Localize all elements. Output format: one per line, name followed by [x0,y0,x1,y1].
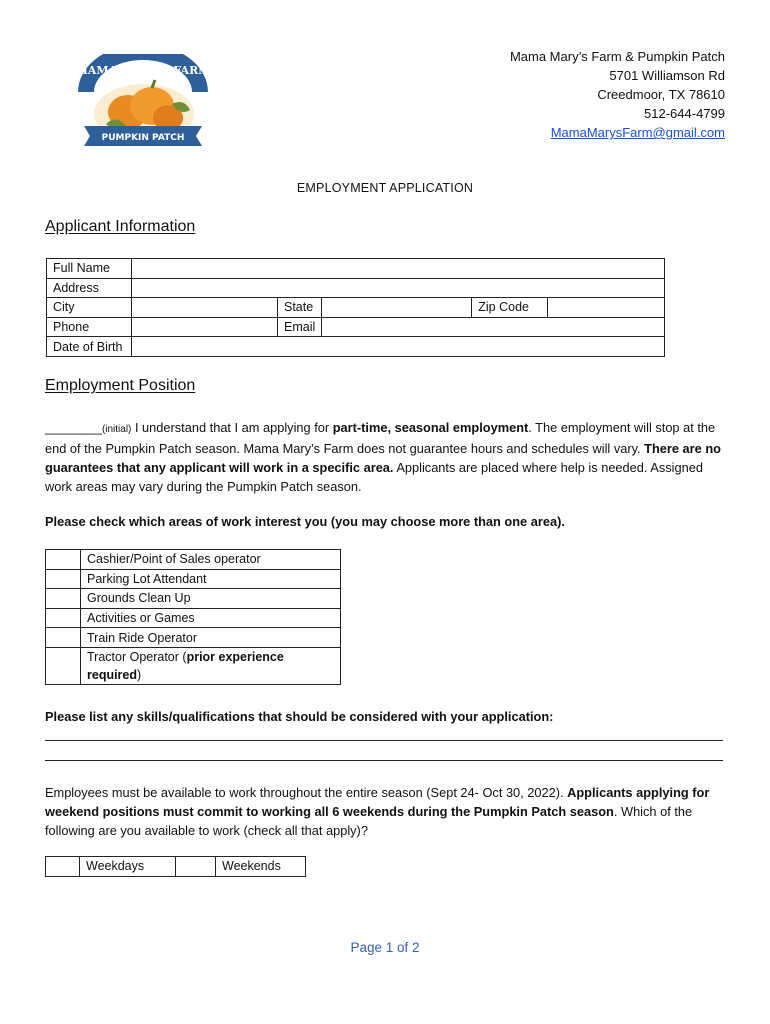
phone-label: Phone [47,317,132,337]
email-link[interactable]: MamaMarysFarm@gmail.com [550,125,725,140]
check-areas-prompt: Please check which areas of work interest you (you may choose more than one area). [45,514,565,529]
farm-logo [76,54,210,154]
weekdays-checkbox[interactable] [46,857,80,877]
skills-prompt: Please list any skills/qualifications that should be considered with your application: [45,709,554,724]
document-title: EMPLOYMENT APPLICATION [296,181,474,195]
employment-paragraph: ________(initial) I understand that I am applying for part-time, seasonal employment. The employment will stop at the end of the Pumpkin Patch season. Mama Mary’s Farm does not guarantee hours and schedules will vary. There are no guarantees that any applicant will work in a specific area. Applicants are placed where help is needed. Assigned work areas may vary during the Pumpkin Patch season. [45,420,721,494]
area-checkbox[interactable] [46,647,81,684]
applicant-info-heading: Applicant Information [45,218,196,235]
state-label: State [278,298,322,318]
availability-paragraph: Employees must be available to work throughout the entire season (Sept 24- Oct 30, 2022). Applicants applying for weekend positions must commit to working all 6 weekends during the Pumpkin Patch season. Which of the following are you available to work (check all that apply)? [45,785,710,838]
area-label: Grounds Clean Up [81,589,341,609]
email-field[interactable] [322,317,665,337]
logo-top-text: MAMA MARY'S FARM [76,64,210,77]
area-label: Train Ride Operator [81,628,341,648]
area-checkbox[interactable] [46,569,81,589]
email-label: Email [278,317,322,337]
area-checkbox[interactable] [46,628,81,648]
skills-line-1[interactable] [45,722,723,741]
address-label: Address [47,278,132,298]
area-label: Activities or Games [81,608,341,628]
work-areas-table [45,549,341,685]
full-name-label: Full Name [47,259,132,279]
page-number: Page 1 of 2 [350,940,420,955]
city-label: City [47,298,132,318]
full-name-field[interactable] [132,259,665,279]
farm-phone: 512-644-4799 [644,106,725,121]
area-row [46,628,341,648]
weekends-checkbox[interactable] [176,857,216,877]
area-row [46,647,341,684]
initial-label: (initial) [101,424,132,435]
zip-label: Zip Code [472,298,548,318]
city-field[interactable] [132,298,278,318]
area-label-tractor: Tractor Operator (prior experience required) [81,647,341,684]
area-label: Cashier/Point of Sales operator [81,550,341,570]
employment-heading: Employment Position [45,377,196,394]
farm-address: 5701 Williamson Rd [609,68,725,83]
logo-banner-text: PUMPKIN PATCH [101,133,185,143]
dob-field[interactable] [132,337,665,357]
applicant-info-table [46,258,665,357]
area-checkbox[interactable] [46,608,81,628]
area-checkbox[interactable] [46,589,81,609]
area-row [46,550,341,570]
farm-name: Mama Mary’s Farm & Pumpkin Patch [509,49,725,64]
contact-block [510,47,725,142]
area-checkbox[interactable] [46,550,81,570]
farm-city: Creedmoor, TX 78610 [597,87,725,102]
initial-blank[interactable]: ________ [45,420,102,435]
skills-line-2[interactable] [45,741,723,761]
zip-field[interactable] [548,298,665,318]
area-row [46,608,341,628]
weekdays-label: Weekdays [80,857,176,877]
area-label: Parking Lot Attendant [81,569,341,589]
area-row [46,569,341,589]
phone-field[interactable] [132,317,278,337]
availability-table [45,856,306,877]
weekends-label: Weekends [216,857,306,877]
dob-label: Date of Birth [47,337,132,357]
area-row [46,589,341,609]
state-field[interactable] [322,298,472,318]
address-field[interactable] [132,278,665,298]
